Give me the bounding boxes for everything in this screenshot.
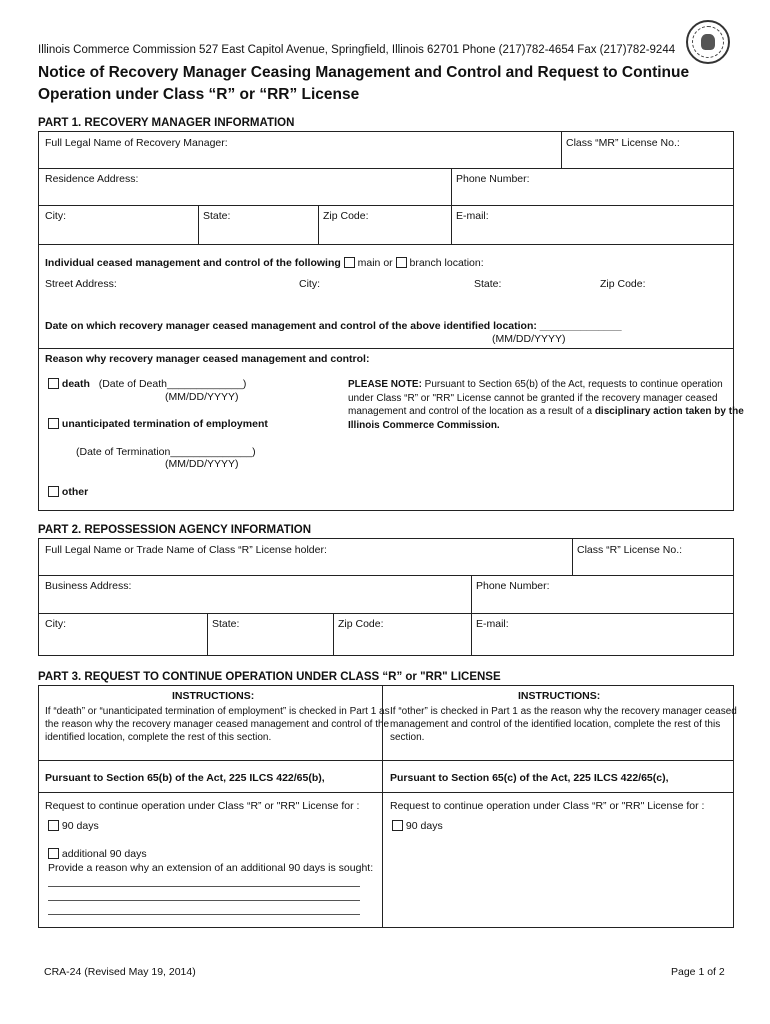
main-location-checkbox[interactable] bbox=[344, 257, 355, 268]
additional-90-days-option: additional 90 days bbox=[48, 848, 147, 860]
street-address-field[interactable]: Street Address: bbox=[45, 278, 117, 290]
reason-heading: Reason why recovery manager ceased management and control: bbox=[45, 353, 370, 365]
form-title-line1: Notice of Recovery Manager Ceasing Management and Control and Request to Continue bbox=[38, 64, 690, 81]
full-legal-name-field[interactable]: Full Legal Name of Recovery Manager: bbox=[45, 137, 228, 149]
other-label: other bbox=[61, 486, 89, 498]
form-id: CRA-24 (Revised May 19, 2014) bbox=[44, 966, 196, 978]
main-or-label: main or bbox=[357, 257, 393, 269]
ceased-location-row bbox=[45, 257, 484, 269]
form-title bbox=[38, 62, 738, 106]
left-instructions-text: If “death” or “unanticipated termination of employment” is checked in Part 1 as the reason why the recovery manager ceased management and control of the identified location, complete the rest of this section. bbox=[45, 706, 390, 743]
termination-date-format: (MM/DD/YYYY) bbox=[165, 458, 239, 470]
right-request-text: Request to continue operation under Class “R” or "RR" License for : bbox=[390, 800, 705, 812]
unanticipated-checkbox[interactable] bbox=[48, 418, 59, 429]
part3-heading: PART 3. REQUEST TO CONTINUE OPERATION UNDER CLASS “R” or "RR" LICENSE bbox=[38, 671, 501, 683]
state-seal-icon bbox=[686, 20, 730, 64]
agency-email-field[interactable]: E-mail: bbox=[476, 618, 509, 630]
left-90-days-option: 90 days bbox=[48, 820, 99, 832]
email-field[interactable]: E-mail: bbox=[456, 210, 489, 222]
agency-state-field[interactable]: State: bbox=[212, 618, 240, 630]
death-date-format: (MM/DD/YYYY) bbox=[165, 391, 239, 403]
unanticipated-label: unanticipated termination of employment bbox=[61, 418, 268, 430]
business-address-field[interactable]: Business Address: bbox=[45, 580, 132, 592]
residence-address-field[interactable]: Residence Address: bbox=[45, 173, 139, 185]
death-option bbox=[48, 378, 246, 390]
city-field[interactable]: City: bbox=[45, 210, 66, 222]
right-90-days-checkbox[interactable] bbox=[392, 820, 403, 831]
right-90-days-option: 90 days bbox=[392, 820, 443, 832]
unanticipated-option bbox=[48, 418, 268, 430]
location-city-field[interactable]: City: bbox=[299, 278, 320, 290]
agency-name-field[interactable]: Full Legal Name or Trade Name of Class “R” License holder: bbox=[45, 544, 327, 556]
additional-90-days-checkbox[interactable] bbox=[48, 848, 59, 859]
class-r-license-field[interactable]: Class “R” License No.: bbox=[577, 544, 683, 556]
date-ceased-field[interactable]: Date on which recovery manager ceased management and control of the above identified location: ______________ bbox=[45, 320, 622, 332]
class-mr-license-field[interactable]: Class “MR” License No.: bbox=[566, 137, 680, 149]
left-90-days-checkbox[interactable] bbox=[48, 820, 59, 831]
location-state-field[interactable]: State: bbox=[474, 278, 502, 290]
other-option bbox=[48, 486, 88, 498]
note-heading: PLEASE NOTE: bbox=[348, 379, 422, 390]
provide-reason-text: Provide a reason why an extension of an additional 90 days is sought: bbox=[48, 862, 374, 874]
reason-line-1[interactable] bbox=[48, 886, 360, 887]
death-checkbox[interactable] bbox=[48, 378, 59, 389]
ceased-text: Individual ceased management and control of the following bbox=[45, 257, 341, 269]
location-zip-field[interactable]: Zip Code: bbox=[600, 278, 646, 290]
page-number: Page 1 of 2 bbox=[671, 966, 725, 978]
reason-line-2[interactable] bbox=[48, 900, 360, 901]
other-checkbox[interactable] bbox=[48, 486, 59, 497]
reason-line-3[interactable] bbox=[48, 914, 360, 915]
date-of-death-field[interactable]: (Date of Death_____________) bbox=[98, 378, 247, 390]
agency-phone-field[interactable]: Phone Number: bbox=[476, 580, 550, 592]
form-title-line2: Operation under Class “R” or “RR” License bbox=[38, 86, 360, 103]
left-instructions-heading: INSTRUCTIONS: bbox=[172, 690, 255, 702]
right-pursuant-text: Pursuant to Section 65(c) of the Act, 225 ILCS 422/65(c), bbox=[390, 772, 669, 784]
left-request-text: Request to continue operation under Class “R” or "RR" License for : bbox=[45, 800, 360, 812]
branch-location-checkbox[interactable] bbox=[396, 257, 407, 268]
part2-heading: PART 2. REPOSSESSION AGENCY INFORMATION bbox=[38, 524, 312, 536]
agency-city-field[interactable]: City: bbox=[45, 618, 66, 630]
please-note: PLEASE NOTE: Pursuant to Section 65(b) of the Act, requests to continue operation under Class “R” or "RR" License cannot be granted if the recovery manager ceased management and control of the location as a result of a disciplinary action taken by the Illinois Commerce Commission. bbox=[348, 379, 744, 431]
death-label: death bbox=[61, 378, 90, 390]
state-field[interactable]: State: bbox=[203, 210, 231, 222]
phone-number-field[interactable]: Phone Number: bbox=[456, 173, 530, 185]
agency-address-line: Illinois Commerce Commission 527 East Capitol Avenue, Springfield, Illinois 62701 Phone (217)782-4654 Fax (217)782-9244 bbox=[38, 44, 676, 56]
date-ceased-format: (MM/DD/YYYY) bbox=[492, 333, 566, 345]
right-instructions-heading: INSTRUCTIONS: bbox=[518, 690, 601, 702]
left-pursuant-text: Pursuant to Section 65(b) of the Act, 225 ILCS 422/65(b), bbox=[45, 772, 325, 784]
date-of-termination-field[interactable]: (Date of Termination______________) bbox=[76, 446, 256, 458]
part1-heading: PART 1. RECOVERY MANAGER INFORMATION bbox=[38, 117, 295, 129]
agency-zip-field[interactable]: Zip Code: bbox=[338, 618, 384, 630]
branch-location-label: branch location: bbox=[409, 257, 484, 269]
zip-field[interactable]: Zip Code: bbox=[323, 210, 369, 222]
right-instructions-text: If “other” is checked in Part 1 as the reason why the recovery manager ceased management and control of the identified location, complete the rest of this section. bbox=[390, 706, 737, 743]
